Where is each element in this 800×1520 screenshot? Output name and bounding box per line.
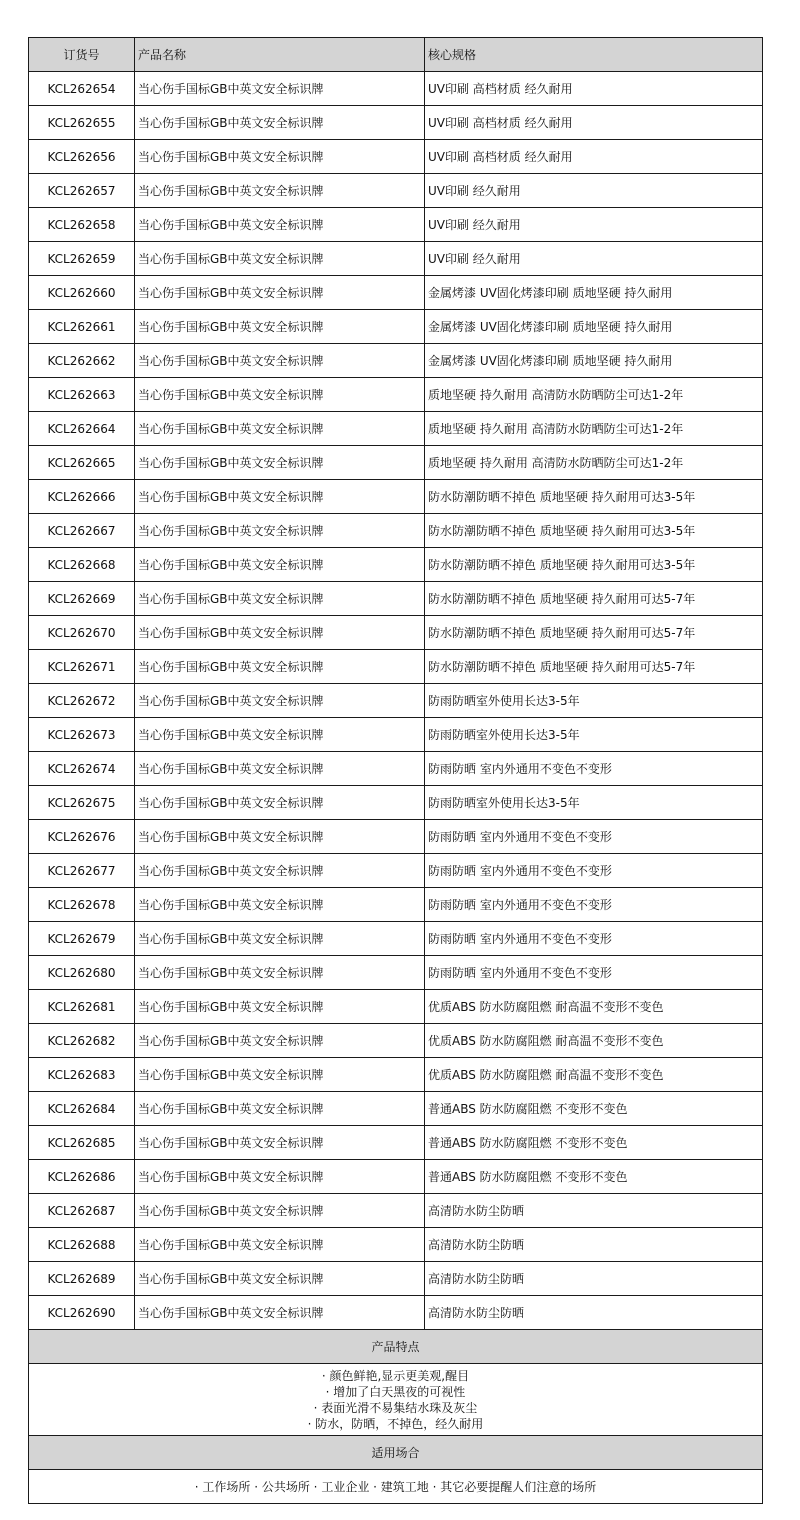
order-code-cell: KCL262664 — [29, 412, 135, 446]
order-code-cell: KCL262666 — [29, 480, 135, 514]
order-code-cell: KCL262677 — [29, 854, 135, 888]
product-name-cell: 当心伤手国标GB中英文安全标识牌 — [135, 616, 425, 650]
product-name-cell: 当心伤手国标GB中英文安全标识牌 — [135, 514, 425, 548]
table-row — [29, 650, 763, 684]
product-name-cell: 当心伤手国标GB中英文安全标识牌 — [135, 1194, 425, 1228]
order-code-cell: KCL262682 — [29, 1024, 135, 1058]
table-row — [29, 106, 763, 140]
header-order-code: 订货号 — [29, 38, 135, 72]
table-row — [29, 1160, 763, 1194]
table-row — [29, 72, 763, 106]
feature-item: · 颜色鲜艳,显示更美观,醒目 — [321, 1368, 470, 1383]
order-code-cell: KCL262681 — [29, 990, 135, 1024]
core-spec-cell: 防雨防晒 室内外通用不变色不变形 — [425, 922, 763, 956]
core-spec-cell: 防雨防晒室外使用长达3-5年 — [425, 786, 763, 820]
feature-item: · 增加了白天黑夜的可视性 — [325, 1384, 466, 1399]
order-code-cell: KCL262683 — [29, 1058, 135, 1092]
table-row — [29, 310, 763, 344]
table-row — [29, 208, 763, 242]
product-name-cell: 当心伤手国标GB中英文安全标识牌 — [135, 242, 425, 276]
product-name-cell: 当心伤手国标GB中英文安全标识牌 — [135, 1160, 425, 1194]
core-spec-cell: 高清防水防尘防晒 — [425, 1228, 763, 1262]
scenes-heading-row — [29, 1436, 763, 1470]
order-code-cell: KCL262656 — [29, 140, 135, 174]
product-spec-table-body — [29, 38, 763, 1504]
core-spec-cell: 防水防潮防晒不掉色 质地坚硬 持久耐用可达3-5年 — [425, 548, 763, 582]
table-row — [29, 1194, 763, 1228]
feature-item: · 表面光滑不易集结水珠及灰尘 — [313, 1400, 478, 1415]
core-spec-cell: 防雨防晒 室内外通用不变色不变形 — [425, 854, 763, 888]
product-name-cell: 当心伤手国标GB中英文安全标识牌 — [135, 582, 425, 616]
core-spec-cell: 优质ABS 防水防腐阻燃 耐高温不变形不变色 — [425, 990, 763, 1024]
table-row — [29, 446, 763, 480]
order-code-cell: KCL262655 — [29, 106, 135, 140]
table-row — [29, 752, 763, 786]
product-name-cell: 当心伤手国标GB中英文安全标识牌 — [135, 1228, 425, 1262]
product-name-cell: 当心伤手国标GB中英文安全标识牌 — [135, 344, 425, 378]
core-spec-cell: 防水防潮防晒不掉色 质地坚硬 持久耐用可达5-7年 — [425, 582, 763, 616]
product-name-cell: 当心伤手国标GB中英文安全标识牌 — [135, 718, 425, 752]
features-heading: 产品特点 — [29, 1330, 763, 1364]
core-spec-cell: UV印刷 高档材质 经久耐用 — [425, 140, 763, 174]
product-name-cell: 当心伤手国标GB中英文安全标识牌 — [135, 480, 425, 514]
order-code-cell: KCL262680 — [29, 956, 135, 990]
core-spec-cell: 质地坚硬 持久耐用 高清防水防晒防尘可达1-2年 — [425, 378, 763, 412]
features-list — [29, 1364, 763, 1436]
core-spec-cell: 高清防水防尘防晒 — [425, 1296, 763, 1330]
core-spec-cell: 质地坚硬 持久耐用 高清防水防晒防尘可达1-2年 — [425, 412, 763, 446]
core-spec-cell: 防雨防晒 室内外通用不变色不变形 — [425, 752, 763, 786]
table-row — [29, 718, 763, 752]
order-code-cell: KCL262673 — [29, 718, 135, 752]
order-code-cell: KCL262679 — [29, 922, 135, 956]
core-spec-cell: 防水防潮防晒不掉色 质地坚硬 持久耐用可达3-5年 — [425, 480, 763, 514]
table-row — [29, 990, 763, 1024]
product-name-cell: 当心伤手国标GB中英文安全标识牌 — [135, 1126, 425, 1160]
core-spec-cell: 防雨防晒室外使用长达3-5年 — [425, 718, 763, 752]
table-row — [29, 480, 763, 514]
product-name-cell: 当心伤手国标GB中英文安全标识牌 — [135, 684, 425, 718]
core-spec-cell: 金属烤漆 UV固化烤漆印刷 质地坚硬 持久耐用 — [425, 310, 763, 344]
order-code-cell: KCL262686 — [29, 1160, 135, 1194]
order-code-cell: KCL262685 — [29, 1126, 135, 1160]
order-code-cell: KCL262660 — [29, 276, 135, 310]
table-row — [29, 820, 763, 854]
order-code-cell: KCL262684 — [29, 1092, 135, 1126]
product-name-cell: 当心伤手国标GB中英文安全标识牌 — [135, 276, 425, 310]
order-code-cell: KCL262676 — [29, 820, 135, 854]
product-name-cell: 当心伤手国标GB中英文安全标识牌 — [135, 1024, 425, 1058]
product-name-cell: 当心伤手国标GB中英文安全标识牌 — [135, 310, 425, 344]
table-row — [29, 1024, 763, 1058]
core-spec-cell: UV印刷 高档材质 经久耐用 — [425, 72, 763, 106]
product-name-cell: 当心伤手国标GB中英文安全标识牌 — [135, 922, 425, 956]
product-name-cell: 当心伤手国标GB中英文安全标识牌 — [135, 378, 425, 412]
table-row — [29, 242, 763, 276]
core-spec-cell: 高清防水防尘防晒 — [425, 1194, 763, 1228]
table-row — [29, 514, 763, 548]
order-code-cell: KCL262675 — [29, 786, 135, 820]
core-spec-cell: 普通ABS 防水防腐阻燃 不变形不变色 — [425, 1126, 763, 1160]
table-row — [29, 684, 763, 718]
header-product-name: 产品名称 — [135, 38, 425, 72]
order-code-cell: KCL262678 — [29, 888, 135, 922]
product-spec-table — [28, 37, 763, 1504]
core-spec-cell: UV印刷 经久耐用 — [425, 174, 763, 208]
core-spec-cell: 普通ABS 防水防腐阻燃 不变形不变色 — [425, 1092, 763, 1126]
core-spec-cell: 防雨防晒室外使用长达3-5年 — [425, 684, 763, 718]
header-core-spec: 核心规格 — [425, 38, 763, 72]
order-code-cell: KCL262661 — [29, 310, 135, 344]
core-spec-cell: 防水防潮防晒不掉色 质地坚硬 持久耐用可达5-7年 — [425, 616, 763, 650]
order-code-cell: KCL262658 — [29, 208, 135, 242]
product-name-cell: 当心伤手国标GB中英文安全标识牌 — [135, 854, 425, 888]
order-code-cell: KCL262674 — [29, 752, 135, 786]
product-name-cell: 当心伤手国标GB中英文安全标识牌 — [135, 106, 425, 140]
core-spec-cell: UV印刷 经久耐用 — [425, 208, 763, 242]
core-spec-cell: 防水防潮防晒不掉色 质地坚硬 持久耐用可达3-5年 — [425, 514, 763, 548]
order-code-cell: KCL262672 — [29, 684, 135, 718]
core-spec-cell: 优质ABS 防水防腐阻燃 耐高温不变形不变色 — [425, 1024, 763, 1058]
table-row — [29, 582, 763, 616]
product-name-cell: 当心伤手国标GB中英文安全标识牌 — [135, 650, 425, 684]
order-code-cell: KCL262688 — [29, 1228, 135, 1262]
product-name-cell: 当心伤手国标GB中英文安全标识牌 — [135, 1262, 425, 1296]
table-row — [29, 1262, 763, 1296]
table-row — [29, 854, 763, 888]
scenes-text: · 工作场所 · 公共场所 · 工业企业 · 建筑工地 · 其它必要提醒人们注意的场所 — [29, 1470, 763, 1504]
product-name-cell: 当心伤手国标GB中英文安全标识牌 — [135, 888, 425, 922]
product-name-cell: 当心伤手国标GB中英文安全标识牌 — [135, 820, 425, 854]
feature-item: · 防水，防晒，不掉色，经久耐用 — [307, 1416, 484, 1431]
table-row — [29, 888, 763, 922]
order-code-cell: KCL262670 — [29, 616, 135, 650]
product-name-cell: 当心伤手国标GB中英文安全标识牌 — [135, 412, 425, 446]
table-row — [29, 174, 763, 208]
table-row — [29, 412, 763, 446]
product-name-cell: 当心伤手国标GB中英文安全标识牌 — [135, 72, 425, 106]
core-spec-cell: 防雨防晒 室内外通用不变色不变形 — [425, 888, 763, 922]
product-name-cell: 当心伤手国标GB中英文安全标识牌 — [135, 1296, 425, 1330]
order-code-cell: KCL262654 — [29, 72, 135, 106]
core-spec-cell: 防水防潮防晒不掉色 质地坚硬 持久耐用可达5-7年 — [425, 650, 763, 684]
order-code-cell: KCL262668 — [29, 548, 135, 582]
table-header-row — [29, 38, 763, 72]
table-row — [29, 1296, 763, 1330]
core-spec-cell: 防雨防晒 室内外通用不变色不变形 — [425, 956, 763, 990]
product-name-cell: 当心伤手国标GB中英文安全标识牌 — [135, 956, 425, 990]
table-row — [29, 140, 763, 174]
scenes-row — [29, 1470, 763, 1504]
core-spec-cell: UV印刷 经久耐用 — [425, 242, 763, 276]
product-name-cell: 当心伤手国标GB中英文安全标识牌 — [135, 1058, 425, 1092]
core-spec-cell: 金属烤漆 UV固化烤漆印刷 质地坚硬 持久耐用 — [425, 276, 763, 310]
table-row — [29, 616, 763, 650]
table-row — [29, 344, 763, 378]
product-name-cell: 当心伤手国标GB中英文安全标识牌 — [135, 786, 425, 820]
order-code-cell: KCL262687 — [29, 1194, 135, 1228]
product-name-cell: 当心伤手国标GB中英文安全标识牌 — [135, 140, 425, 174]
table-row — [29, 1092, 763, 1126]
order-code-cell: KCL262663 — [29, 378, 135, 412]
product-name-cell: 当心伤手国标GB中英文安全标识牌 — [135, 208, 425, 242]
order-code-cell: KCL262657 — [29, 174, 135, 208]
order-code-cell: KCL262690 — [29, 1296, 135, 1330]
order-code-cell: KCL262669 — [29, 582, 135, 616]
product-name-cell: 当心伤手国标GB中英文安全标识牌 — [135, 548, 425, 582]
core-spec-cell: 优质ABS 防水防腐阻燃 耐高温不变形不变色 — [425, 1058, 763, 1092]
product-name-cell: 当心伤手国标GB中英文安全标识牌 — [135, 990, 425, 1024]
order-code-cell: KCL262671 — [29, 650, 135, 684]
product-name-cell: 当心伤手国标GB中英文安全标识牌 — [135, 752, 425, 786]
features-heading-row — [29, 1330, 763, 1364]
table-row — [29, 922, 763, 956]
scenes-heading: 适用场合 — [29, 1436, 763, 1470]
core-spec-cell: 防雨防晒 室内外通用不变色不变形 — [425, 820, 763, 854]
table-row — [29, 378, 763, 412]
table-row — [29, 276, 763, 310]
order-code-cell: KCL262665 — [29, 446, 135, 480]
core-spec-cell: 高清防水防尘防晒 — [425, 1262, 763, 1296]
core-spec-cell: 质地坚硬 持久耐用 高清防水防晒防尘可达1-2年 — [425, 446, 763, 480]
table-row — [29, 1126, 763, 1160]
order-code-cell: KCL262689 — [29, 1262, 135, 1296]
order-code-cell: KCL262659 — [29, 242, 135, 276]
product-name-cell: 当心伤手国标GB中英文安全标识牌 — [135, 1092, 425, 1126]
table-row — [29, 956, 763, 990]
product-name-cell: 当心伤手国标GB中英文安全标识牌 — [135, 174, 425, 208]
core-spec-cell: 普通ABS 防水防腐阻燃 不变形不变色 — [425, 1160, 763, 1194]
core-spec-cell: 金属烤漆 UV固化烤漆印刷 质地坚硬 持久耐用 — [425, 344, 763, 378]
order-code-cell: KCL262667 — [29, 514, 135, 548]
table-row — [29, 548, 763, 582]
table-row — [29, 1058, 763, 1092]
order-code-cell: KCL262662 — [29, 344, 135, 378]
core-spec-cell: UV印刷 高档材质 经久耐用 — [425, 106, 763, 140]
product-name-cell: 当心伤手国标GB中英文安全标识牌 — [135, 446, 425, 480]
table-row — [29, 1228, 763, 1262]
table-row — [29, 786, 763, 820]
features-row — [29, 1364, 763, 1436]
